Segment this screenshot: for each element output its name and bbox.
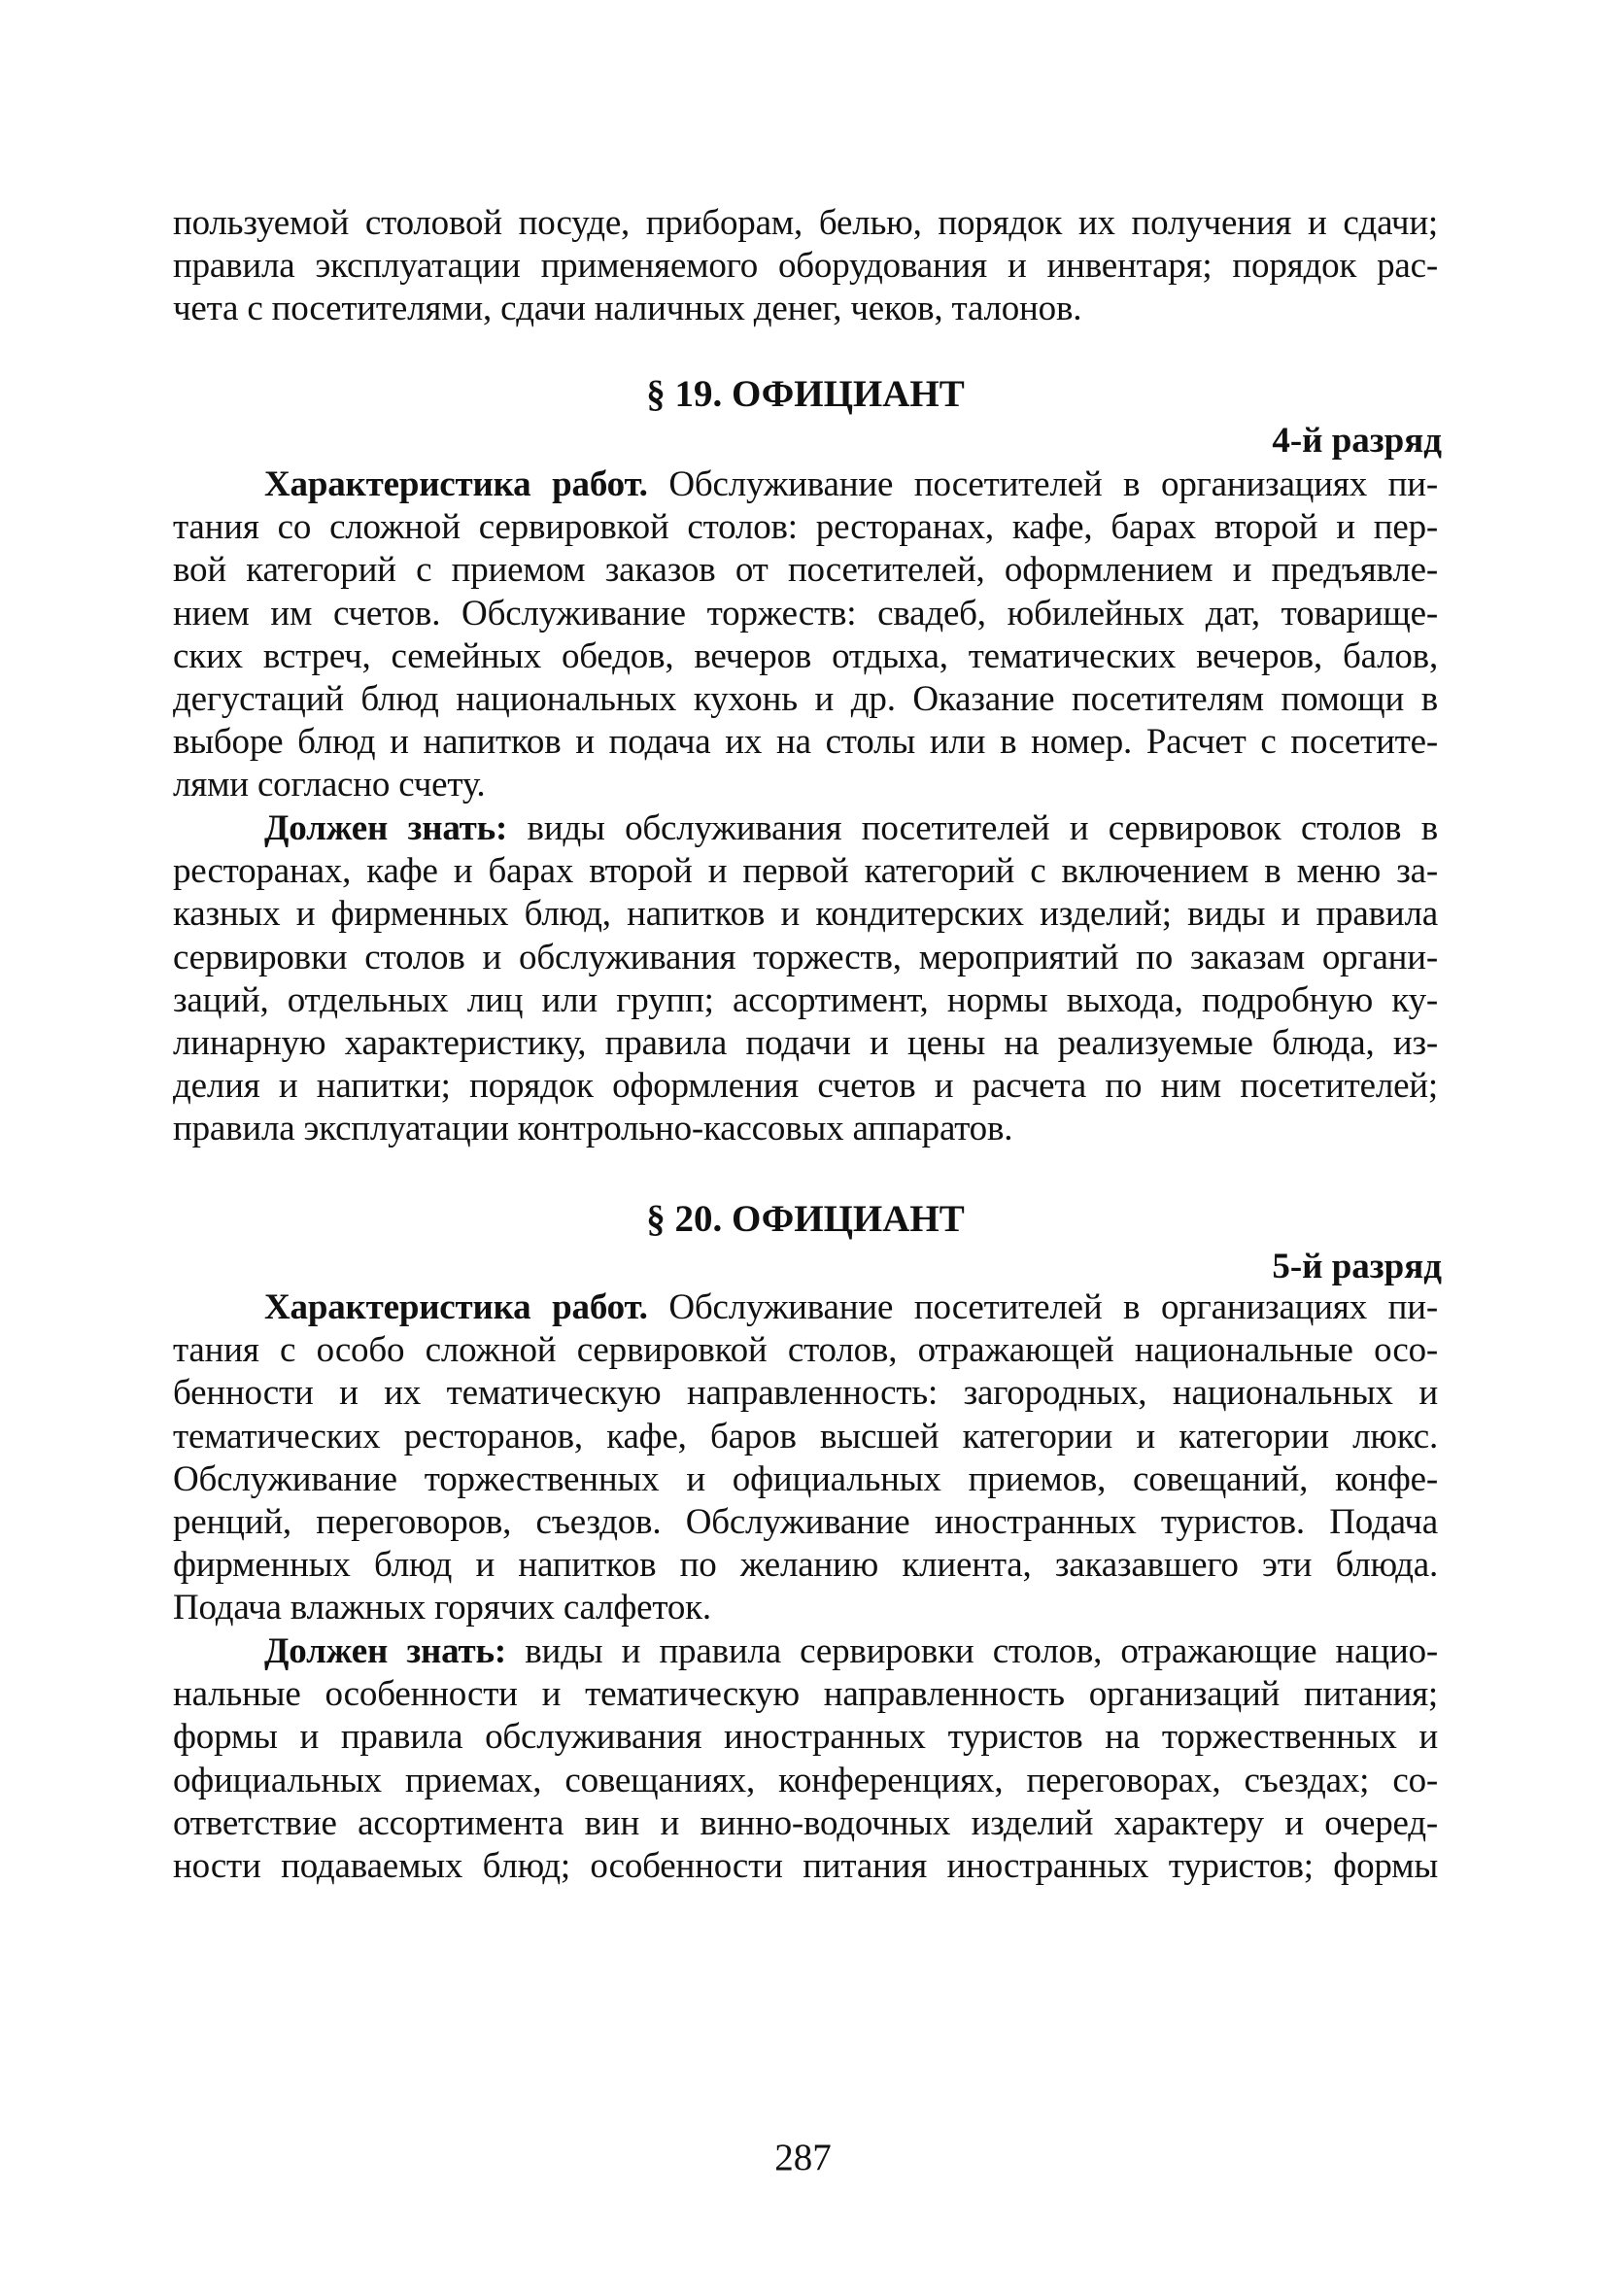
section-20-rank: 5-й разряд [1272, 1247, 1442, 1286]
text-line: выборе блюд и напитков и подача их на столы или в номер. Расчет с посетите- [173, 722, 1438, 763]
text-line: делия и напитки; порядок оформления счетов и расчета по ним посетителей; [173, 1066, 1438, 1107]
text-line: фирменных блюд и напитков по желанию клиента, заказавшего эти блюда. [173, 1545, 1438, 1586]
term-label: Должен знать: [264, 1631, 506, 1671]
text-line: чета с посетителями, сдачи наличных денег, чеков, талонов. [173, 289, 1082, 329]
section-20-knowledge [173, 1630, 1438, 1888]
text-line: пользуемой столовой посуде, приборам, белью, порядок их получения и сдачи; [173, 203, 1438, 243]
term-label: Характеристика работ. [264, 1287, 648, 1327]
section-20-title: § 20. ОФИЦИАНТ [646, 1198, 965, 1240]
text-line: дегустаций блюд национальных кухонь и др. Оказание посетителям помощи в [173, 679, 1438, 720]
section-19-knowledge [173, 807, 1438, 1151]
text-line: правила эксплуатации применяемого оборудования и инвентаря; порядок рас- [173, 246, 1438, 287]
paragraph-first-line [173, 807, 1438, 850]
text-line: вой категорий с приемом заказов от посетителей, оформлением и предъявле- [173, 550, 1438, 591]
text-line: сервировки столов и обслуживания торжеств, мероприятий по заказам органи- [173, 937, 1438, 977]
text-line: лями согласно счету. [173, 765, 486, 805]
paragraph-first-line [173, 463, 1438, 506]
text-line: заций, отдельных лиц или групп; ассортимент, нормы выхода, подробную ку- [173, 979, 1438, 1020]
text-run: Обслуживание посетителей в организациях пи- [647, 1287, 1438, 1327]
text-line: ресторанах, кафе и барах второй и первой категорий с включением в меню за- [173, 851, 1438, 892]
section-19-title: § 19. ОФИЦИАНТ [646, 373, 965, 415]
term-label: Должен знать: [264, 808, 508, 848]
intro-paragraph [173, 202, 1438, 331]
section-19-rank: 4-й разряд [1272, 421, 1442, 461]
text-run: виды и правила сервировки столов, отражающие нацио- [505, 1631, 1438, 1671]
section-19-characteristics [173, 463, 1438, 807]
text-run: виды обслуживания посетителей и сервировок столов в [507, 808, 1438, 848]
text-line: ответствие ассортимента вин и винно-водочных изделий характеру и очеред- [173, 1802, 1438, 1843]
section-20-characteristics [173, 1286, 1438, 1630]
paragraph-first-line [173, 1630, 1438, 1673]
text-line: тематических ресторанов, кафе, баров высшей категории и категории люкс. [173, 1416, 1438, 1456]
text-line: Обслуживание торжественных и официальных приемов, совещаний, конфе- [173, 1458, 1438, 1499]
page-number: 287 [774, 2137, 832, 2178]
text-line: тания с особо сложной сервировкой столов, отражающей национальные осо- [173, 1330, 1438, 1371]
text-run: Обслуживание посетителей в организациях пи- [647, 464, 1438, 504]
text-line: линарную характеристику, правила подачи и цены на реализуемые блюда, из- [173, 1023, 1438, 1064]
text-line: Подача влажных горячих салфеток. [173, 1588, 711, 1628]
term-label: Характеристика работ. [264, 464, 648, 504]
text-line: тания со сложной сервировкой столов: ресторанах, кафе, барах второй и пер- [173, 507, 1438, 548]
text-line: правила эксплуатации контрольно-кассовых аппаратов. [173, 1109, 1013, 1149]
text-line: формы и правила обслуживания иностранных туристов на торжественных и [173, 1717, 1438, 1758]
text-line: казных и фирменных блюд, напитков и кондитерских изделий; виды и правила [173, 894, 1438, 935]
text-line: нальные особенности и тематическую направленность организаций питания; [173, 1674, 1438, 1715]
text-line: ренций, переговоров, съездов. Обслуживание иностранных туристов. Подача [173, 1502, 1438, 1543]
text-line: ских встреч, семейных обедов, вечеров отдыха, тематических вечеров, балов, [173, 635, 1438, 676]
paragraph-first-line [173, 1286, 1438, 1329]
text-line: официальных приемах, совещаниях, конференциях, переговорах, съездах; со- [173, 1760, 1438, 1800]
text-line: нием им счетов. Обслуживание торжеств: свадеб, юбилейных дат, товарище- [173, 593, 1438, 634]
text-line: бенности и их тематическую направленность: загородных, национальных и [173, 1373, 1438, 1414]
text-line: ности подаваемых блюд; особенности питания иностранных туристов; формы [173, 1846, 1438, 1887]
